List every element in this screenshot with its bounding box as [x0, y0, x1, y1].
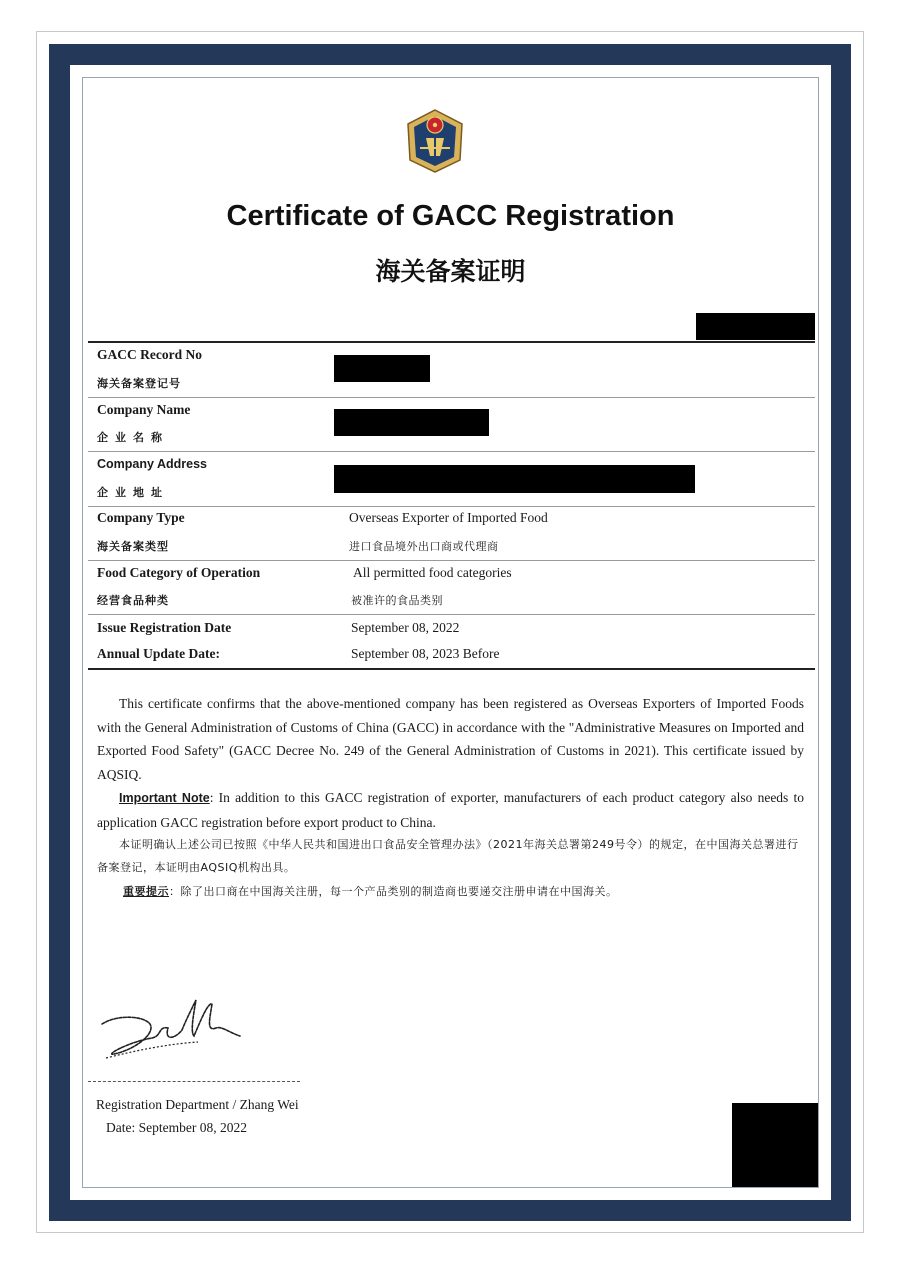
important-note-zh-label: 重要提示 — [123, 885, 169, 898]
issue-date-value: September 08, 2022 — [351, 620, 460, 635]
table-row-divider — [88, 506, 815, 507]
company-type-value: Overseas Exporter of Imported Food — [349, 510, 548, 525]
gacc-record-no-label-zh: 海关备案登记号 — [97, 377, 181, 390]
table-row-divider — [88, 614, 815, 615]
certificate-statement-text: This certificate confirms that the above-mentioned company has been registered as Overseas Exporters of Imported Foods with the General Administration of Customs of China (GACC) in accordance with the "Administrative Measures on Imported and Exported Food Safety" (GACC Decree No. 249 of the General Administration of Customs in 2021). This certificate issued by AQSIQ. — [97, 696, 804, 782]
table-row-divider — [88, 560, 815, 561]
company-name-value-redacted — [334, 409, 489, 436]
company-type-label-zh: 海关备案类型 — [97, 540, 169, 553]
food-category-label-zh: 经营食品种类 — [97, 594, 169, 607]
redacted-number-block — [696, 313, 815, 340]
signature-line — [88, 1081, 300, 1082]
certificate-statement-zh-text: 本证明确认上述公司已按照《中华人民共和国进出口食品安全管理办法》（2021年海关总署第249号令）的规定，在中国海关总署进行备案登记，本证明由AQSIQ机构出具。 — [97, 838, 799, 874]
annual-update-label: Annual Update Date: — [97, 646, 221, 661]
company-type-label: Company Type — [97, 510, 185, 525]
table-row-divider — [88, 397, 815, 398]
gacc-record-no-label: GACC Record No — [97, 347, 202, 362]
company-name-label: Company Name — [97, 402, 191, 417]
table-row-divider — [88, 451, 815, 452]
company-address-value-redacted — [334, 465, 695, 493]
certificate-title: Certificate of GACC Registration — [226, 200, 675, 232]
important-note — [97, 786, 804, 834]
handwritten-signature — [98, 992, 248, 1066]
food-category-value-zh: 被准许的食品类别 — [351, 594, 443, 607]
registration-department: Registration Department / Zhang Wei — [96, 1097, 299, 1112]
important-note-zh-text: ：除了出口商在中国海关注册，每一个产品类别的制造商也要递交注册申请在中国海关。 — [169, 885, 618, 898]
company-type-value-zh: 进口食品境外出口商或代理商 — [349, 540, 499, 553]
important-note-text: : In addition to this GACC registration of exporter, manufacturers of each product category also needs to application GACC registration before export product to China. — [97, 790, 805, 830]
food-category-value: All permitted food categories — [353, 565, 512, 580]
food-category-label: Food Category of Operation — [97, 565, 261, 580]
certificate-statement-zh — [97, 833, 804, 879]
signature-date: Date: September 08, 2022 — [106, 1120, 247, 1135]
gacc-record-no-value-redacted — [334, 355, 430, 382]
table-bottom-rule — [88, 668, 815, 670]
redacted-seal-block — [732, 1103, 818, 1187]
certificate-statement — [97, 692, 804, 786]
certificate-title-zh: 海关备案证明 — [375, 257, 526, 286]
company-address-label-zh: 企业地址 — [97, 486, 169, 499]
important-note-label: Important Note — [119, 791, 210, 805]
annual-update-value: September 08, 2023 Before — [351, 646, 500, 661]
issue-date-label: Issue Registration Date — [97, 620, 232, 635]
company-name-label-zh: 企业名称 — [97, 431, 169, 444]
table-top-rule — [88, 341, 815, 343]
important-note-zh — [97, 880, 804, 903]
customs-emblem-icon — [404, 108, 466, 174]
company-address-label: Company Address — [97, 457, 207, 471]
